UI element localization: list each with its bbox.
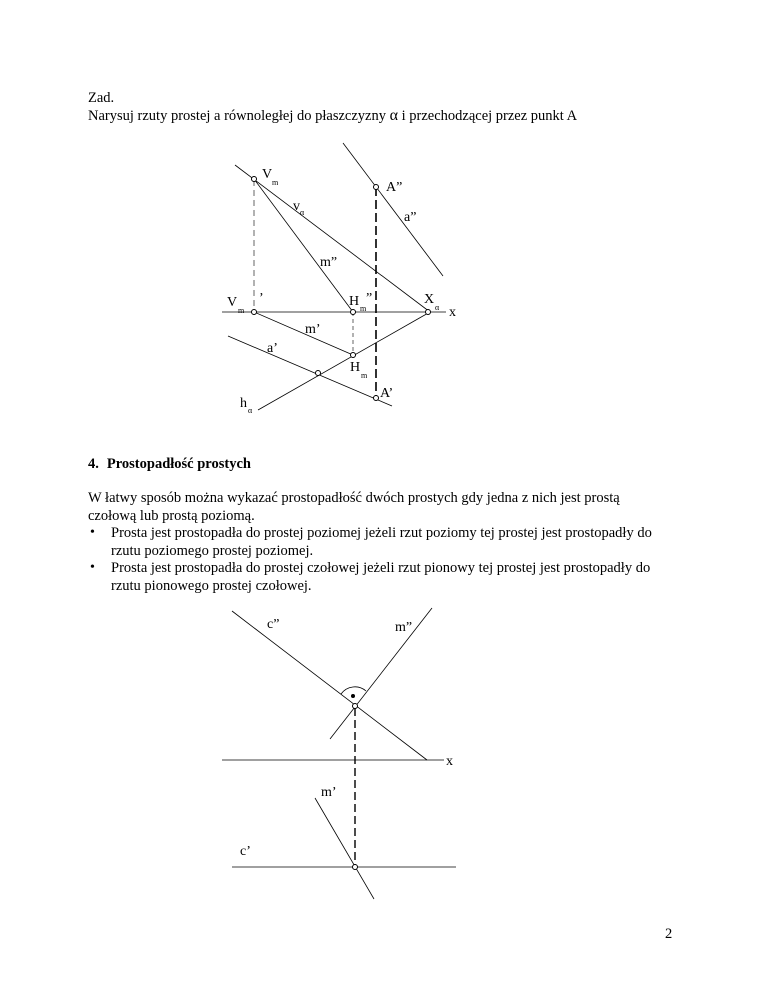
instruction-text-after: i przechodzącej przez punkt A (397, 108, 578, 124)
bullet-2-symbol: • (90, 560, 95, 575)
fig1-label-h-sub: α (248, 406, 253, 415)
fig1-label-v: v (293, 199, 300, 214)
section-heading (88, 455, 251, 473)
instruction-text-before: Narysuj rzuty prostej a równoległej do płaszczyzny (88, 108, 390, 124)
bullet-1-symbol: • (90, 525, 95, 540)
fig1-label-h: h (240, 396, 247, 411)
fig2-line-m1 (315, 798, 374, 899)
fig1-label-X: X (424, 292, 435, 307)
fig1-label-Vprime-sub: m (238, 306, 245, 315)
fig1-line-a2 (343, 143, 443, 276)
fig1-label-X-sub: α (435, 303, 440, 312)
fig1-label-v-sub: α (300, 208, 305, 217)
fig2-label-c1: c’ (240, 844, 251, 859)
fig1-label-A2: A” (386, 180, 403, 195)
fig1-label-Vprime-mark: ’ (259, 291, 264, 306)
fig2-label-m1: m’ (321, 785, 337, 800)
fig1-point-V2 (252, 177, 257, 182)
intro-line-2: czołową lub prostą poziomą. (88, 508, 255, 524)
fig1-line-a1 (228, 336, 392, 406)
fig2-line-m2 (330, 608, 432, 739)
fig1-point-int (316, 371, 321, 376)
fig1-label-m2: m” (320, 255, 338, 270)
section-title: Prostopadłość prostych (106, 456, 251, 472)
fig1-trace-h (258, 312, 430, 410)
fig1-label-H2: H (349, 294, 360, 309)
fig2-point-bottom (353, 865, 358, 870)
fig1-label-Vprime: V (227, 295, 238, 310)
fig1-label-V-sub: m (272, 178, 279, 187)
intro-line-1: W łatwy sposób można wykazać prostopadłość dwóch prostych gdy jedna z nich jest prostą (88, 490, 620, 506)
fig2-label-m2: m” (395, 620, 413, 635)
fig1-label-V: V (262, 167, 273, 182)
fig1-label-H2-mark: ” (366, 291, 373, 306)
fig1-trace-v (235, 165, 430, 312)
fig2-point-top (353, 704, 358, 709)
fig1-point-A2 (374, 185, 379, 190)
bullet-2-line-1: Prosta jest prostopadła do prostej czołowej jeżeli rzut pionowy tej prostej jest prostopadły do (111, 560, 651, 576)
fig1-label-H2-sub: m (360, 304, 367, 313)
fig1-label-H1-sub: m (361, 371, 368, 380)
task-label: Zad. (88, 90, 115, 106)
fig1-line-m1 (254, 312, 353, 355)
fig1-point-A1 (374, 396, 379, 401)
fig1-point-H1 (351, 353, 356, 358)
fig1-point-V1 (252, 310, 257, 315)
fig2-label-x: x (446, 754, 453, 769)
fig1-label-a2: a” (404, 210, 417, 225)
fig1-label-A1: A’ (380, 386, 394, 401)
section-number: 4. (88, 456, 99, 472)
fig2-right-angle-dot (351, 694, 355, 698)
fig2-label-c2: c” (267, 617, 280, 632)
fig1-label-x: x (449, 305, 456, 320)
bullet-2-line-2: rzutu pionowego prostej czołowej. (111, 578, 312, 594)
page-number: 2 (665, 926, 673, 942)
fig1-line-m2 (254, 179, 353, 312)
fig1-label-a1: a’ (267, 341, 278, 356)
alpha-symbol: α (389, 107, 398, 124)
fig1-point-X (426, 310, 431, 315)
fig1-label-H1: H (350, 360, 361, 375)
fig1-label-m1: m’ (305, 322, 321, 337)
bullet-1-line-1: Prosta jest prostopadła do prostej poziomej jeżeli rzut poziomy tej prostej jest prostopadły do (111, 525, 652, 541)
task-instruction (88, 107, 577, 125)
fig1-point-H2 (351, 310, 356, 315)
fig2-line-c2 (232, 611, 427, 760)
bullet-1-line-2: rzutu poziomego prostej poziomej. (111, 543, 314, 559)
fig2-right-angle-arc (341, 687, 366, 694)
